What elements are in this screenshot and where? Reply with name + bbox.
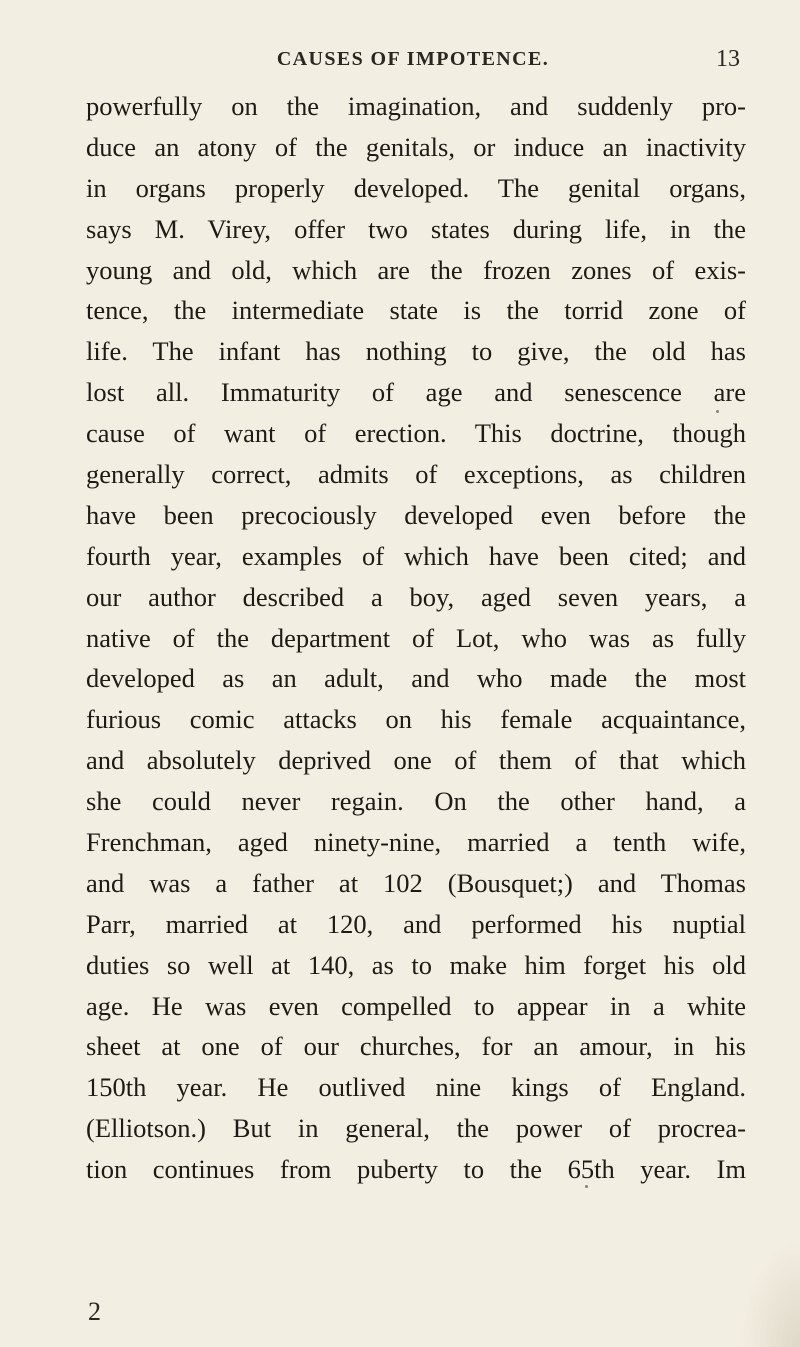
signature-mark: 2 <box>88 1297 101 1326</box>
ink-speck <box>585 1185 588 1188</box>
text-line: she could never regain. On the other hand, a <box>86 786 746 817</box>
text-line: furious comic attacks on his female acquaintance, <box>86 704 746 735</box>
text-line: in organs properly developed. The genital organs, <box>86 172 746 203</box>
ink-speck <box>716 410 719 413</box>
text-line: (Elliotson.) But in general, the power of procrea- <box>86 1113 746 1144</box>
text-line: and absolutely deprived one of them of that which <box>86 745 746 776</box>
text-line: powerfully on the imagination, and suddenly pro- <box>86 91 746 121</box>
text-line: duties so well at 140, as to make him forget his old <box>86 949 746 980</box>
running-title: CAUSES OF IMPOTENCE. <box>276 48 550 70</box>
text-line: tence, the intermediate state is the torrid zone of <box>86 295 746 326</box>
text-line: our author described a boy, aged seven years, a <box>86 581 746 612</box>
body-text <box>86 86 746 1190</box>
page-edge-shadow <box>740 1237 800 1347</box>
text-line: young and old, which are the frozen zones of exis- <box>86 254 746 285</box>
text-line: have been precociously developed even before the <box>86 499 746 530</box>
text-line: says M. Virey, offer two states during life, in the <box>86 213 746 244</box>
text-line: developed as an adult, and who made the most <box>86 663 746 694</box>
text-line: generally correct, admits of exceptions, as children <box>86 459 746 490</box>
text-line: cause of want of erection. This doctrine, though <box>86 418 746 449</box>
text-line: sheet at one of our churches, for an amour, in his <box>86 1031 746 1062</box>
text-line: and was a father at 102 (Bousquet;) and Thomas <box>86 867 746 898</box>
text-line: fourth year, examples of which have been cited; and <box>86 540 746 571</box>
text-line: age. He was even compelled to appear in a white <box>86 990 746 1021</box>
text-line: duce an atony of the genitals, or induce an inactivity <box>86 131 746 162</box>
running-head <box>86 48 740 78</box>
page-number: 13 <box>716 46 740 72</box>
text-line: Frenchman, aged ninety-nine, married a tenth wife, <box>86 827 746 858</box>
text-line: Parr, married at 120, and performed his nuptial <box>86 908 746 939</box>
text-line: lost all. Immaturity of age and senescence are <box>86 377 746 408</box>
text-line: tion continues from puberty to the 65th year. Im <box>86 1154 746 1185</box>
text-line: native of the department of Lot, who was as fully <box>86 622 746 653</box>
text-line: life. The infant has nothing to give, the old has <box>86 336 746 367</box>
text-line: 150th year. He outlived nine kings of England. <box>86 1072 746 1103</box>
